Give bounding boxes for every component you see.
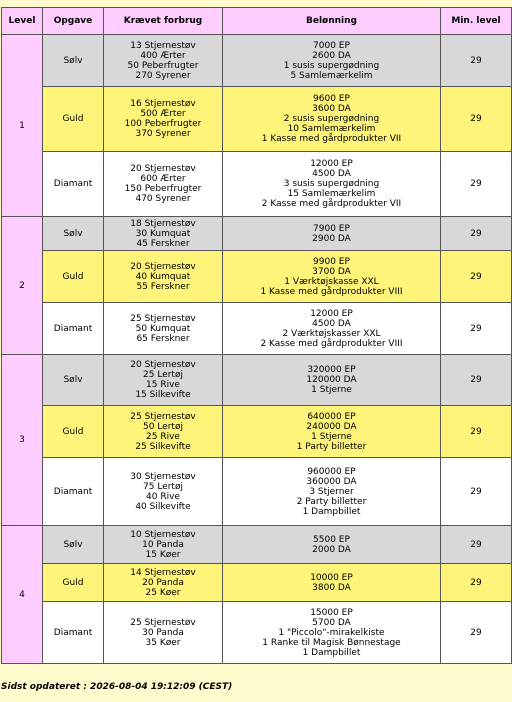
table-row (2, 303, 512, 355)
required-cell (104, 303, 223, 355)
min-level-cell: 29 (441, 564, 512, 602)
header-task: Opgave (43, 8, 104, 35)
reward-item: 120000 DA (306, 375, 357, 385)
required-item: 25 Stjernestøv (130, 313, 196, 324)
reward-item: 2 susis supergødning (283, 114, 380, 124)
min-level-cell: 29 (441, 251, 512, 303)
task-cell: Sølv (43, 217, 104, 251)
reward-item: 1 Dampbillet (302, 647, 361, 658)
reward-item: 10 Samlemærkelim (287, 124, 376, 134)
required-item: 35 Køer (145, 637, 181, 648)
required-item: 270 Syrener (135, 70, 191, 81)
reward-item: 1 Stjerne (311, 385, 352, 395)
task-cell: Diamant (43, 152, 104, 217)
required-cell (104, 87, 223, 152)
min-level-cell: 29 (441, 406, 512, 458)
reward-item: 4500 DA (312, 318, 351, 329)
reward-item: 5 Samlemærkelim (290, 70, 373, 81)
task-cell: Guld (43, 87, 104, 152)
min-level-cell: 29 (441, 303, 512, 355)
header-min-level: Min. level (441, 8, 512, 35)
required-item: 30 Kumquat (135, 228, 191, 239)
reward-item: 10000 EP (310, 572, 353, 583)
reward-item: 5700 DA (312, 617, 351, 628)
header-reward: Belønning (223, 8, 441, 35)
task-cell: Guld (43, 564, 104, 602)
required-item: 40 Silkevifte (135, 501, 191, 512)
reward-item: 1 Dampbillet (302, 506, 361, 517)
reward-item: 2 Party billetter (296, 496, 367, 507)
required-item: 40 Rive (146, 491, 180, 502)
reward-cell (223, 87, 441, 152)
rewards-table (1, 7, 512, 664)
reward-item: 1 "Piccolo"-mirakelkiste (278, 627, 385, 638)
table-row (2, 35, 512, 87)
task-cell: Diamant (43, 303, 104, 355)
required-item: 150 Peberfrugter (124, 184, 202, 194)
reward-item: 5500 EP (313, 534, 350, 545)
required-cell (104, 217, 223, 251)
required-item: 500 Ærter (140, 109, 186, 119)
header-level: Level (2, 8, 43, 35)
table-header-row (2, 8, 512, 35)
min-level-cell: 29 (441, 526, 512, 564)
required-item: 370 Syrener (135, 129, 191, 139)
reward-item: 4500 DA (312, 169, 351, 179)
required-cell (104, 251, 223, 303)
min-level-cell: 29 (441, 152, 512, 217)
required-item: 50 Peberfrugter (127, 60, 199, 71)
reward-item: 1 Ranke til Magisk Bønnestage (262, 637, 401, 648)
reward-cell (223, 303, 441, 355)
required-item: 30 Stjernestøv (130, 471, 196, 482)
reward-item: 2 Kasse med gårdprodukter VII (261, 199, 402, 209)
reward-cell (223, 35, 441, 87)
table-row (2, 217, 512, 251)
reward-cell (223, 152, 441, 217)
required-item: 20 Stjernestøv (130, 360, 196, 370)
reward-item: 3700 DA (312, 266, 351, 277)
required-cell (104, 602, 223, 664)
reward-item: 2 Værktøjskasser XXL (282, 328, 381, 339)
required-item: 45 Ferskner (136, 238, 190, 249)
reward-item: 2600 DA (312, 50, 351, 61)
reward-cell (223, 406, 441, 458)
table-row (2, 458, 512, 526)
table-row (2, 406, 512, 458)
min-level-cell: 29 (441, 87, 512, 152)
reward-item: 7000 EP (313, 40, 350, 51)
reward-item: 2 Kasse med gårdprodukter VIII (260, 338, 403, 349)
required-item: 50 Kumquat (135, 323, 191, 334)
required-item: 20 Stjernestøv (130, 261, 196, 272)
required-item: 50 Lertøj (143, 421, 183, 432)
min-level-cell: 29 (441, 458, 512, 526)
reward-item: 3 susis supergødning (283, 179, 380, 189)
required-cell (104, 526, 223, 564)
reward-cell (223, 217, 441, 251)
reward-item: 1 Værktøjskasse XXL (284, 276, 379, 287)
min-level-cell: 29 (441, 602, 512, 664)
reward-item: 9600 EP (313, 94, 350, 104)
reward-cell (223, 526, 441, 564)
required-cell (104, 152, 223, 217)
required-item: 600 Ærter (140, 174, 186, 184)
required-cell (104, 355, 223, 406)
required-cell (104, 35, 223, 87)
reward-item: 12000 EP (310, 308, 353, 319)
required-item: 75 Lertøj (143, 481, 183, 492)
level-cell: 4 (2, 526, 43, 664)
min-level-cell: 29 (441, 217, 512, 251)
required-cell (104, 564, 223, 602)
required-item: 25 Lertøj (143, 370, 183, 380)
required-item: 100 Peberfrugter (124, 119, 202, 129)
level-cell: 3 (2, 355, 43, 526)
table-row (2, 564, 512, 602)
required-item: 10 Panda (142, 539, 184, 550)
required-item: 40 Kumquat (135, 271, 191, 282)
required-item: 20 Stjernestøv (130, 164, 196, 174)
min-level-cell: 29 (441, 355, 512, 406)
level-cell: 2 (2, 217, 43, 355)
task-cell: Sølv (43, 35, 104, 87)
reward-item: 7900 EP (313, 223, 350, 234)
reward-item: 240000 DA (306, 421, 357, 432)
reward-item: 3 Stjerner (309, 486, 354, 497)
required-item: 30 Panda (142, 627, 184, 638)
required-item: 25 Silkevifte (135, 441, 191, 452)
reward-cell (223, 458, 441, 526)
reward-cell (223, 355, 441, 406)
required-item: 14 Stjernestøv (130, 567, 196, 578)
reward-cell (223, 564, 441, 602)
task-cell: Diamant (43, 602, 104, 664)
required-item: 13 Stjernestøv (130, 40, 196, 51)
reward-item: 1 susis supergødning (283, 60, 380, 71)
table-row (2, 152, 512, 217)
table-row (2, 251, 512, 303)
reward-cell (223, 602, 441, 664)
required-item: 16 Stjernestøv (130, 99, 196, 109)
table-row (2, 87, 512, 152)
required-item: 65 Ferskner (136, 333, 190, 344)
task-cell: Guld (43, 406, 104, 458)
required-item: 25 Stjernestøv (130, 411, 196, 422)
task-cell: Guld (43, 251, 104, 303)
required-item: 25 Stjernestøv (130, 617, 196, 628)
reward-item: 640000 EP (307, 411, 356, 422)
reward-item: 2900 DA (312, 233, 351, 244)
header-required: Krævet forbrug (104, 8, 223, 35)
reward-item: 1 Kasse med gårdprodukter VII (261, 134, 402, 144)
table-row (2, 602, 512, 664)
required-item: 25 Rive (146, 431, 180, 442)
reward-item: 960000 EP (307, 466, 356, 477)
task-cell: Sølv (43, 526, 104, 564)
required-item: 10 Stjernestøv (130, 529, 196, 540)
reward-item: 9900 EP (313, 256, 350, 267)
reward-item: 12000 EP (310, 159, 353, 169)
task-cell: Diamant (43, 458, 104, 526)
reward-item: 3800 DA (312, 582, 351, 593)
last-updated: Sidst opdateret : 2026-08-04 19:12:09 (CEST) (1, 682, 233, 692)
required-item: 470 Syrener (135, 194, 191, 204)
required-item: 20 Panda (142, 577, 184, 588)
task-cell: Sølv (43, 355, 104, 406)
required-cell (104, 458, 223, 526)
required-item: 18 Stjernestøv (130, 218, 196, 229)
required-item: 400 Ærter (140, 50, 186, 61)
reward-item: 3600 DA (312, 104, 351, 114)
reward-item: 1 Party billetter (296, 441, 367, 452)
reward-cell (223, 251, 441, 303)
required-item: 55 Ferskner (136, 281, 190, 292)
required-item: 15 Rive (146, 380, 180, 390)
required-item: 15 Silkevifte (135, 390, 191, 400)
required-cell (104, 406, 223, 458)
reward-item: 360000 DA (306, 476, 357, 487)
table-body (2, 35, 512, 664)
min-level-cell: 29 (441, 35, 512, 87)
reward-item: 1 Stjerne (311, 431, 352, 442)
reward-item: 2000 DA (312, 544, 351, 555)
table-row (2, 355, 512, 406)
required-item: 25 Køer (145, 587, 181, 598)
required-item: 15 Køer (145, 549, 181, 560)
reward-item: 15 Samlemærkelim (287, 189, 376, 199)
reward-item: 320000 EP (307, 365, 356, 375)
table-row (2, 526, 512, 564)
reward-item: 1 Kasse med gårdprodukter VIII (260, 286, 403, 297)
level-cell: 1 (2, 35, 43, 217)
reward-item: 15000 EP (310, 607, 353, 618)
